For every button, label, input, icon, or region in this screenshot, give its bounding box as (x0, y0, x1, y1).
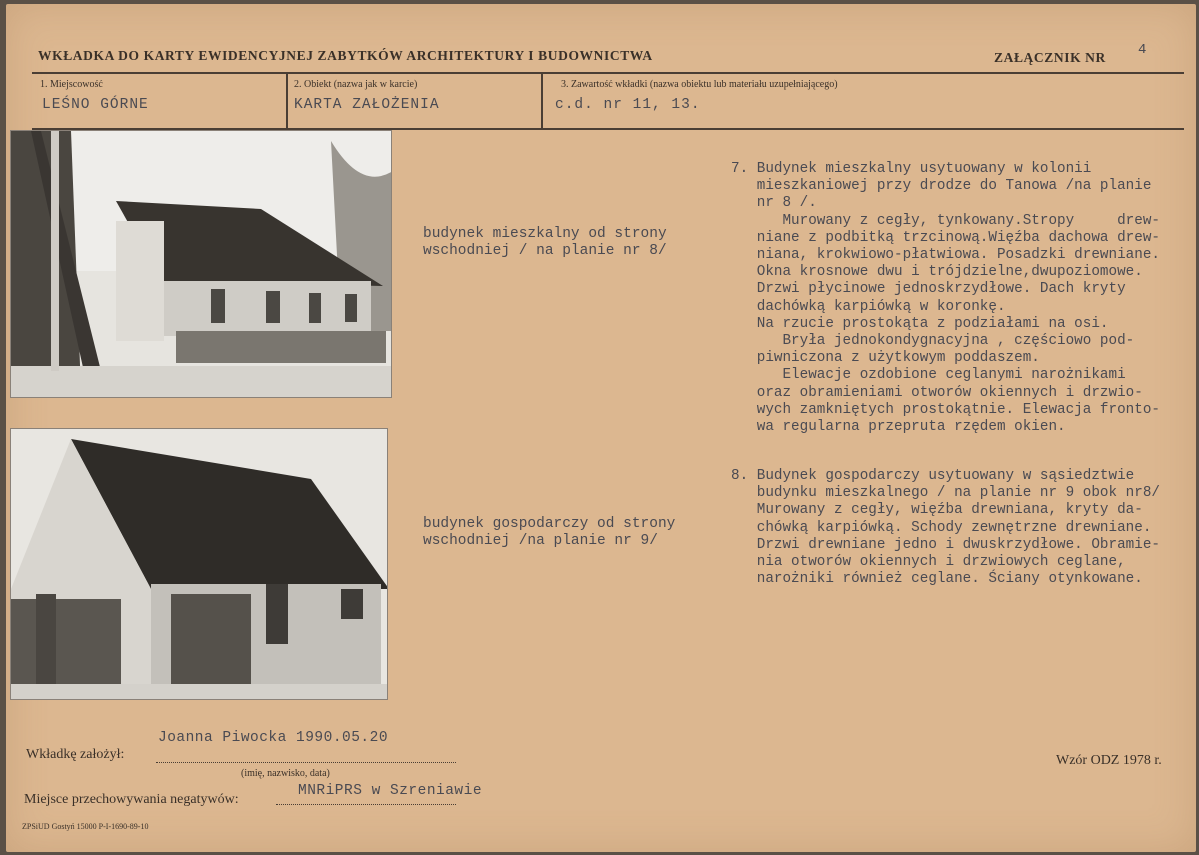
description-farm: 8. Budynek gospodarczy usytuowany w sąsiedztwie budynku mieszkalnego / na planie nr 9 obok nr8/ Murowany z cegły, więźba drewniana, kryty da- chówką karpiówką. Schody zewnętrzne drewniane. Drzwi drewniane jedno i dwuskrzydłowe. Obramie- nia otworów okiennych i drzwiowych ceglane, narożniki również ceglane. Ściany otynkowane. (731, 468, 1160, 588)
object-label: 2. Obiekt (nazwa jak w karcie) (294, 79, 418, 90)
annex-number: 4 (1138, 42, 1147, 58)
founder-dotline (156, 762, 456, 763)
annex-label: ZAŁĄCZNIK NR (994, 50, 1106, 65)
founder-value: Joanna Piwocka 1990.05.20 (158, 730, 389, 746)
storage-value: MNRiPRS w Szreniawie (298, 783, 483, 799)
card-title: WKŁADKA DO KARTY EWIDENCYJNEJ ZABYTKÓW ARCHITEKTURY I BUDOWNICTWA (38, 48, 653, 63)
photo-residential-building (10, 130, 392, 398)
field-divider (286, 74, 288, 128)
locality-label: 1. Miejscowość (40, 79, 103, 90)
storage-label: Miejsce przechowywania negatywów: (24, 792, 239, 807)
founder-hint: (imię, nazwisko, data) (241, 768, 330, 779)
storage-dotline (276, 804, 456, 805)
founder-label: Wkładkę założył: (26, 747, 125, 762)
photo-caption-residential: budynek mieszkalny od strony wschodniej / na planie nr 8/ (423, 226, 667, 259)
printer-note: ZPSiUD Gostyń 15000 P-I-1690-89-10 (22, 822, 149, 831)
object-value: KARTA ZAŁOŻENIA (294, 97, 440, 113)
house-photo-illustration (11, 131, 392, 398)
locality-value: LEŚNO GÓRNE (42, 97, 149, 113)
photo-caption-farm: budynek gospodarczy od strony wschodniej /na planie nr 9/ (423, 516, 676, 549)
photo-farm-building (10, 428, 388, 700)
record-card (6, 4, 1196, 852)
barn-photo-illustration (11, 429, 388, 700)
content-label: 3. Zawartość wkładki (nazwa obiektu lub materiału uzupełniającego) (561, 79, 838, 90)
pattern-label: Wzór ODZ 1978 r. (1056, 753, 1162, 768)
header-rule (32, 72, 1184, 74)
content-value: c.d. nr 11, 13. (555, 97, 701, 113)
field-divider (541, 74, 543, 128)
description-residential: 7. Budynek mieszkalny usytuowany w kolonii mieszkaniowej przy drodze do Tanowa /na planie nr 8 /. Murowany z cegły, tynkowany.Stropy drew- niane z podbitką trzcinową.Więźba dachowa drew- niana, krokwiowo-płatwiowa. Posadzki drewniane. Okna krosnowe dwu i trójdzielne,dwupoziomowe. Drzwi płycinowe jednoskrzydłowe. Dach kryty dachówką karpiówką w koronkę. Na rzucie prostokąta z podziałami na osi. Bryła jednokondygnacyjna , częściowo pod- piwniczona z użytkowym poddaszem. Elewacje ozdobione ceglanymi narożnikami oraz obramieniami otworów okiennych i drzwio- wych zamkniętych prostokątnie. Elewacja fronto- wa regularna przepruta rzędem okien. (731, 161, 1160, 436)
